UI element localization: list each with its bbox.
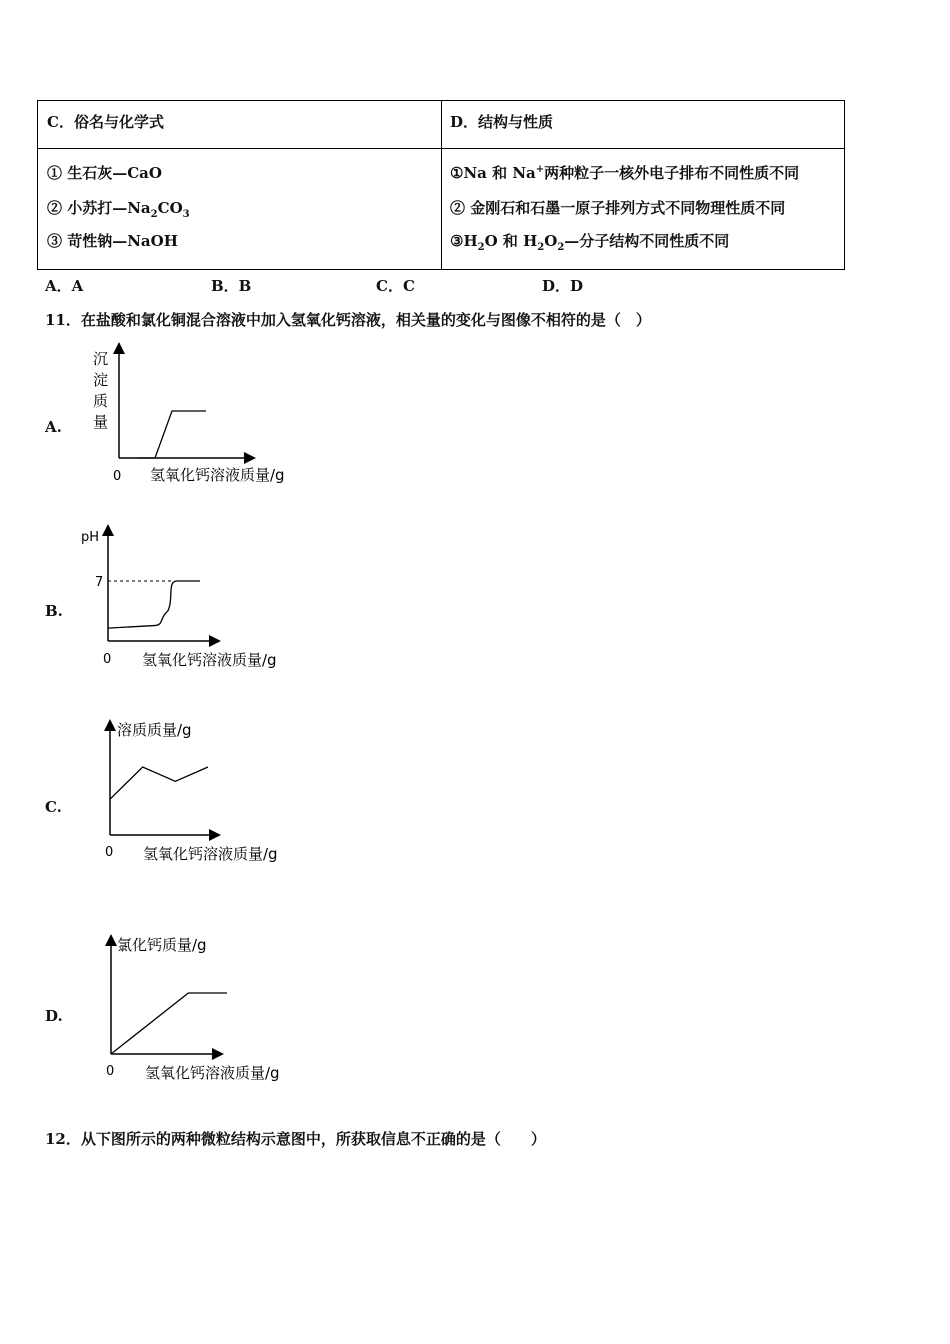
chart-c-series [110, 767, 208, 799]
question-11: 11．在盐酸和氯化铜混合溶液中加入氢氧化钙溶液，相关量的变化与图像不相符的是（ ） [45, 311, 651, 329]
option-b: B．B [211, 277, 252, 295]
option-d: D．D [542, 277, 584, 295]
chart-b-series [108, 581, 200, 628]
table-header-c: C．俗名与化学式 [47, 113, 164, 131]
chart-b-label: B. [45, 602, 63, 620]
chart-d-label: D. [45, 1007, 63, 1025]
c-item-2: ② 小苏打$—Na_2CO_3$ [47, 199, 190, 220]
chart-b-ylabel: pH [81, 530, 100, 545]
chart-a-ylabel-3: 质 [93, 392, 109, 410]
option-a: A．A [45, 277, 84, 295]
question-12: 12．从下图所示的两种微粒结构示意图中，所获取信息不正确的是（ ） [45, 1130, 546, 1148]
chart-d [75, 930, 335, 1085]
options-table [37, 100, 845, 270]
d-item-3: $③H_2O$ 和 $H_2O_2—$分子结构不同性质不同 [450, 232, 730, 253]
chart-a-origin: 0 [113, 469, 122, 484]
d-item-2: ② 金刚石和石墨一原子排列方式不同物理性质不同 [450, 199, 786, 217]
chart-a-ylabel-2: 淀 [93, 371, 109, 389]
chart-c-ylabel: 溶质质量/g [117, 721, 192, 739]
chart-d-xlabel: 氢氧化钙溶液质量/g [145, 1064, 280, 1082]
chart-b-tick-7: 7 [95, 575, 104, 590]
chart-c [75, 715, 335, 870]
table-divider-horizontal [38, 148, 844, 149]
d-item-1: ①Na 和 Na+两种粒子一核外电子排布不同性质不同 [450, 164, 800, 182]
table-header-d: D．结构与性质 [450, 113, 554, 131]
chart-b [75, 522, 335, 672]
chart-d-ylabel: 氯化钙质量/g [117, 936, 207, 954]
chart-a [80, 340, 340, 490]
chart-a-label: A. [45, 418, 62, 436]
c-item-1: ① 生石灰—CaO [47, 164, 162, 182]
chart-d-series [111, 993, 227, 1054]
chart-d-origin: 0 [106, 1064, 115, 1079]
chart-b-xlabel: 氢氧化钙溶液质量/g [142, 651, 277, 669]
chart-b-origin: 0 [103, 652, 112, 667]
chart-a-ylabel-1: 沉 [93, 350, 109, 368]
chart-a-xlabel: 氢氧化钙溶液质量/g [150, 466, 285, 484]
option-c: C．C [376, 277, 415, 295]
chart-c-origin: 0 [105, 845, 114, 860]
c-item-3: ③ 苛性钠—NaOH [47, 232, 178, 250]
chart-a-ylabel-4: 量 [93, 413, 109, 431]
chart-c-label: C. [45, 798, 62, 816]
chart-a-series [138, 411, 206, 458]
table-divider-vertical [441, 101, 442, 269]
chart-c-xlabel: 氢氧化钙溶液质量/g [143, 845, 278, 863]
